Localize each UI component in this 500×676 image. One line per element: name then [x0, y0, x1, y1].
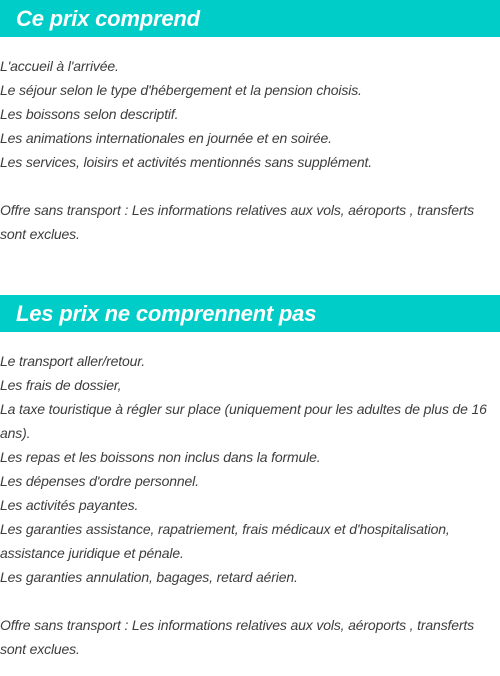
list-item: Les frais de dossier,	[0, 377, 122, 393]
spacer	[0, 174, 500, 198]
section-header-price-includes	[0, 0, 500, 37]
transport-note: Offre sans transport : Les informations relatives aux vols, aéroports , transferts sont exclues.	[0, 617, 475, 657]
excluded-list	[0, 332, 500, 661]
included-list	[0, 37, 500, 246]
list-item: Les activités payantes.	[0, 497, 139, 513]
list-item: Les garanties assistance, rapatriement, frais médicaux et d'hospitalisation, assistance juridique et pénale.	[0, 521, 450, 561]
spacer	[0, 589, 500, 613]
list-item: Les repas et les boissons non inclus dans la formule.	[0, 449, 321, 465]
list-item: Les services, loisirs et activités mentionnés sans supplément.	[0, 154, 372, 170]
section-title: Ce prix comprend	[16, 5, 200, 31]
section-title: Les prix ne comprennent pas	[16, 300, 317, 326]
transport-note: Offre sans transport : Les informations relatives aux vols, aéroports , transferts sont exclues.	[0, 202, 475, 242]
section-header-price-excludes	[0, 295, 500, 332]
section-price-includes	[0, 0, 500, 246]
list-item: Les dépenses d'ordre personnel.	[0, 473, 199, 489]
list-item: Le transport aller/retour.	[0, 353, 145, 369]
list-item: L'accueil à l'arrivée.	[0, 58, 119, 74]
list-item: Les animations internationales en journée et en soirée.	[0, 130, 332, 146]
list-item: La taxe touristique à régler sur place (uniquement pour les adultes de plus de 16 ans).	[0, 401, 487, 441]
list-item: Le séjour selon le type d'hébergement et la pension choisis.	[0, 82, 362, 98]
section-price-excludes	[0, 295, 500, 661]
list-item: Les boissons selon descriptif.	[0, 106, 179, 122]
list-item: Les garanties annulation, bagages, retard aérien.	[0, 569, 298, 585]
